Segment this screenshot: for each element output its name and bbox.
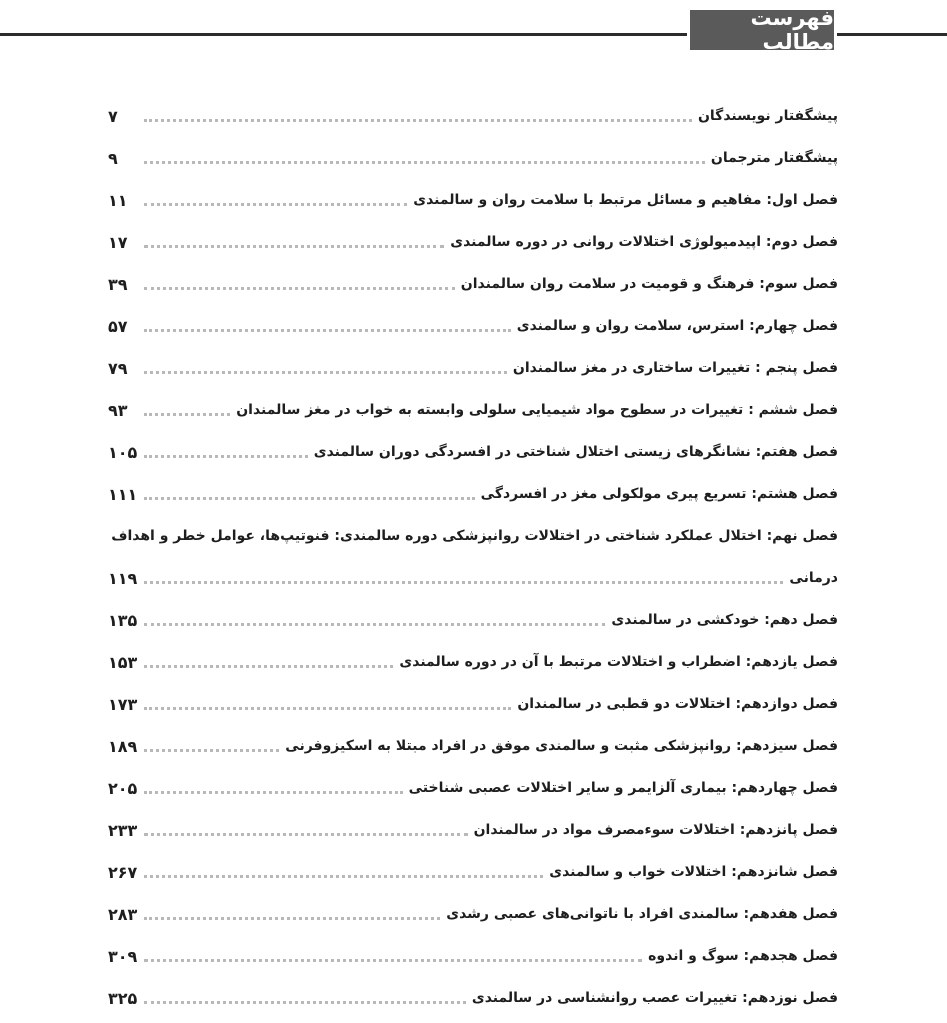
toc-entry-title: فصل هفدهم: سالمندی افراد با ناتوانی‌های عصبی رشدی [446, 906, 838, 922]
dot-leader [144, 554, 783, 584]
toc-entry-page: ۳۲۵ [108, 988, 138, 1008]
toc-entry[interactable] [108, 731, 838, 761]
toc-entry-title: پیشگفتار نویسندگان [697, 108, 838, 124]
toc-entry-title: فصل یازدهم: اضطراب و اختلالات مرتبط با آن در دوره سالمندی [399, 654, 838, 670]
toc-entry-page: ۱۱۹ [108, 568, 138, 588]
toc-entry-page: ۳۹ [108, 274, 128, 294]
toc-entry-page: ۱۰۵ [108, 442, 138, 462]
dot-leader [144, 974, 466, 1004]
toc-entry[interactable] [108, 857, 838, 887]
dot-leader [144, 260, 455, 290]
dot-leader [144, 848, 543, 878]
toc-entry[interactable] [108, 101, 838, 131]
toc-entry-page: ۱۷ [108, 232, 128, 252]
page-title: فهرست مطالب [750, 6, 834, 54]
dot-leader [144, 134, 705, 164]
dot-leader [144, 218, 444, 248]
toc-entry-title: فصل هفتم: نشانگرهای زیستی اختلال شناختی در افسردگی دوران سالمندی [313, 444, 838, 460]
dot-leader [144, 470, 475, 500]
toc-entry[interactable] [108, 353, 838, 383]
toc-entry[interactable] [108, 941, 838, 971]
toc-entry[interactable] [108, 479, 838, 509]
toc-entry-title: فصل پنجم : تغییرات ساختاری در مغز سالمندان [512, 360, 838, 376]
toc-entry-page: ۲۳۳ [108, 820, 138, 840]
toc-entry[interactable] [108, 983, 838, 1013]
toc-entry-page: ۹ [108, 148, 118, 168]
toc-entry-page: ۷۹ [108, 358, 128, 378]
toc-entry-page: ۳۰۹ [108, 946, 138, 966]
dot-leader [144, 932, 642, 962]
toc-entry[interactable] [108, 563, 838, 593]
dot-leader [144, 806, 468, 836]
toc-entry[interactable] [108, 227, 838, 257]
toc-entry-page: ۷ [108, 106, 118, 126]
toc-entry-title: درمانی [789, 570, 838, 586]
toc-entry-title: فصل دهم: خودکشی در سالمندی [611, 612, 838, 628]
dot-leader [144, 92, 692, 122]
toc-entry-title: فصل نوزدهم: تغییرات عصب روانشناسی در سالمندی [471, 990, 838, 1006]
toc-entry-title: فصل پانزدهم: اختلالات سوءمصرف مواد در سالمندان [473, 822, 838, 838]
dot-leader [144, 428, 308, 458]
toc-entry-page: ۱۵۳ [108, 652, 138, 672]
toc-entry-title: فصل نهم: اختلال عملکرد شناختی در اختلالات روانپزشکی دوره سالمندی: فنوتیپ‌ها، عوامل خطر و اهداف [111, 528, 838, 544]
dot-leader [144, 890, 440, 920]
toc-entry[interactable] [108, 185, 838, 215]
dot-leader [144, 680, 511, 710]
dot-leader [144, 344, 507, 374]
toc-entry-title: فصل دوازدهم: اختلالات دو قطبی در سالمندان [517, 696, 838, 712]
dot-leader [144, 722, 279, 752]
toc-entry-title: فصل اول: مفاهیم و مسائل مرتبط با سلامت روان و سالمندی [413, 192, 838, 208]
toc-entry-page: ۱۱ [108, 190, 128, 210]
dot-leader [144, 764, 403, 794]
toc-entry-title: فصل شانزدهم: اختلالات خواب و سالمندی [549, 864, 838, 880]
toc-entry-page: ۱۱۱ [108, 484, 138, 504]
toc-entry[interactable] [108, 689, 838, 719]
toc-entry-page: ۵۷ [108, 316, 128, 336]
toc-entry-multiline-start[interactable] [108, 521, 838, 551]
toc-entry[interactable] [108, 311, 838, 341]
toc-entry[interactable] [108, 773, 838, 803]
toc-entry-title: پیشگفتار مترجمان [710, 150, 838, 166]
toc-entry-title: فصل سیزدهم: روانپزشکی مثبت و سالمندی موفق در افراد مبتلا به اسکیزوفرنی [285, 738, 838, 754]
toc-entry[interactable] [108, 899, 838, 929]
toc-entry-title: فصل چهاردهم: بیماری آلزایمر و سایر اختلالات عصبی شناختی [408, 780, 838, 796]
toc-entry[interactable] [108, 269, 838, 299]
toc-entry[interactable] [108, 395, 838, 425]
toc-entry-title: فصل هجدهم: سوگ و اندوه [648, 948, 838, 964]
toc-entry-title: فصل هشتم: تسریع پیری مولکولی مغز در افسردگی [480, 486, 838, 502]
toc-entry-page: ۹۳ [108, 400, 128, 420]
toc-entry-page: ۱۸۹ [108, 736, 138, 756]
dot-leader [144, 596, 605, 626]
toc-entry-page: ۱۳۵ [108, 610, 138, 630]
toc-entry[interactable] [108, 815, 838, 845]
dot-leader [144, 302, 511, 332]
toc-entry-page: ۲۸۳ [108, 904, 138, 924]
toc-entry[interactable] [108, 605, 838, 635]
toc-entry-page: ۲۶۷ [108, 862, 138, 882]
toc-entry[interactable] [108, 437, 838, 467]
toc-entry[interactable] [108, 647, 838, 677]
toc-entry-page: ۱۷۳ [108, 694, 138, 714]
toc-entry-title: فصل ششم : تغییرات در سطوح مواد شیمیایی سلولی وابسته به خواب در مغز سالمندان [236, 402, 838, 418]
dot-leader [144, 386, 230, 416]
dot-leader [144, 638, 393, 668]
toc-entry-title: فصل دوم: اپیدمیولوژی اختلالات روانی در دوره سالمندی [450, 234, 838, 250]
toc-entry[interactable] [108, 143, 838, 173]
dot-leader [144, 176, 407, 206]
toc-entry-page: ۲۰۵ [108, 778, 138, 798]
toc-entry-title: فصل سوم: فرهنگ و قومیت در سلامت روان سالمندان [460, 276, 838, 292]
toc-entry-title: فصل چهارم: استرس، سلامت روان و سالمندی [516, 318, 838, 334]
